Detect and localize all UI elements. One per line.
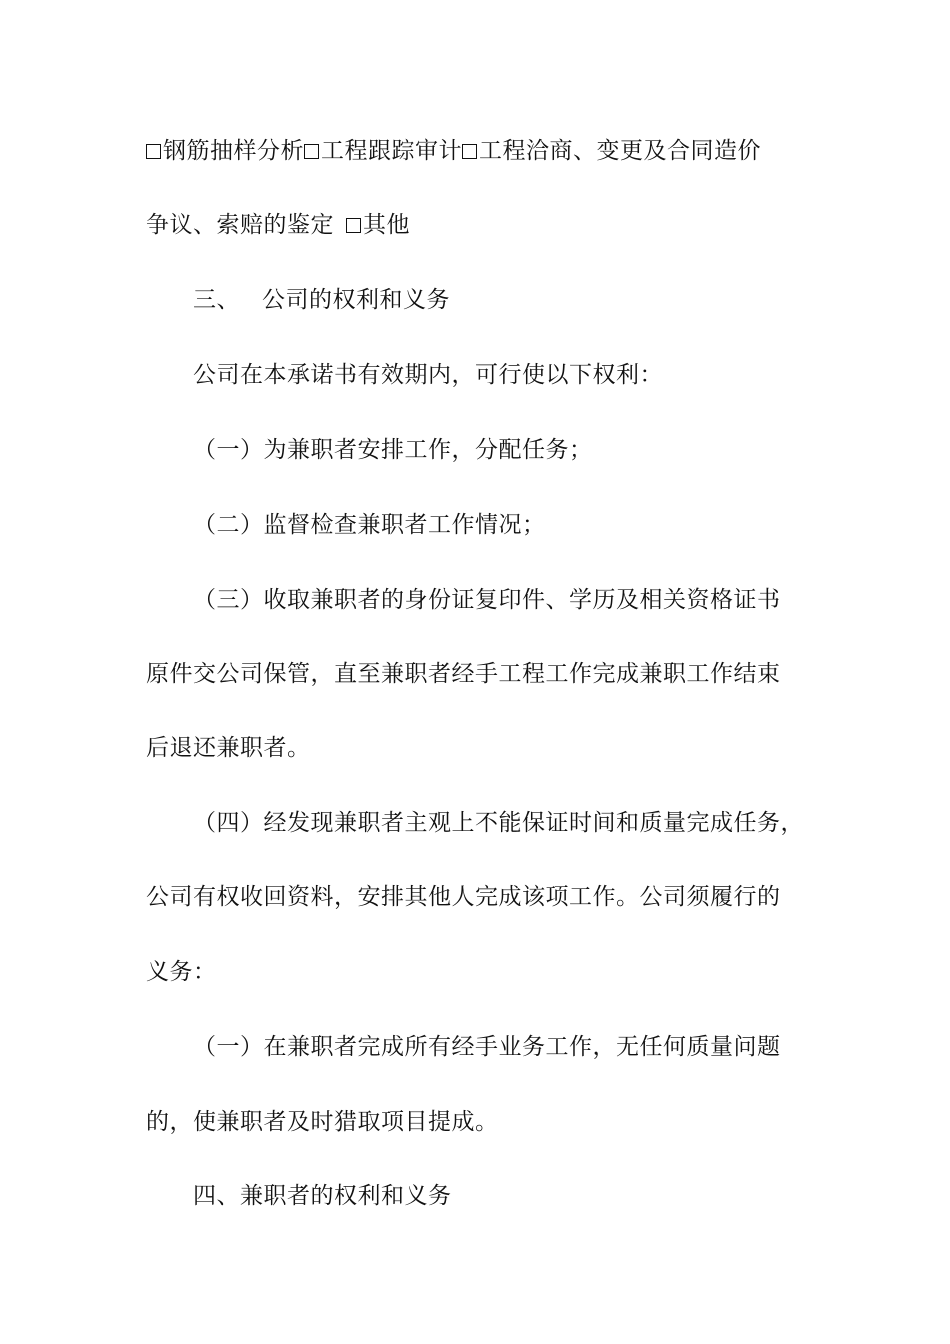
rights-intro-paragraph: 公司在本承诺书有效期内，可行使以下权利： bbox=[193, 362, 663, 388]
option-change-negotiation: 工程洽商、变更及合同造价 bbox=[479, 138, 761, 164]
right-item-3-line-1: （三）收取兼职者的身份证复印件、学历及相关资格证书 bbox=[193, 587, 781, 613]
checkbox-rebar-sampling[interactable] bbox=[146, 144, 161, 159]
section-3-number: 三、 bbox=[193, 287, 240, 313]
right-item-4-line-3: 义务： bbox=[146, 959, 217, 985]
service-options-line-1 bbox=[146, 131, 761, 171]
section-3-title: 公司的权利和义务 bbox=[262, 287, 450, 313]
checkbox-change-negotiation[interactable] bbox=[462, 144, 477, 159]
section-4-heading: 四、兼职者的权利和义务 bbox=[193, 1183, 452, 1209]
right-item-4-line-2: 公司有权收回资料，安排其他人完成该项工作。公司须履行的 bbox=[146, 884, 781, 910]
right-item-3-line-3: 后退还兼职者。 bbox=[146, 735, 311, 761]
option-project-tracking-audit: 工程跟踪审计 bbox=[321, 138, 462, 164]
checkbox-other[interactable] bbox=[346, 218, 361, 233]
right-item-4-line-1: （四）经发现兼职者主观上不能保证时间和质量完成任务， bbox=[193, 810, 804, 836]
service-options-line-2 bbox=[146, 205, 410, 245]
section-3-heading bbox=[193, 280, 450, 320]
right-item-1: （一）为兼职者安排工作，分配任务； bbox=[193, 437, 593, 463]
duty-item-1-line-2: 的，使兼职者及时猎取项目提成。 bbox=[146, 1109, 499, 1135]
right-item-2: （二）监督检查兼职者工作情况； bbox=[193, 512, 546, 538]
option-other: 其他 bbox=[363, 212, 410, 238]
duty-item-1-line-1: （一）在兼职者完成所有经手业务工作，无任何质量问题 bbox=[193, 1034, 781, 1060]
option-rebar-sampling: 钢筋抽样分析 bbox=[163, 138, 304, 164]
right-item-3-line-2: 原件交公司保管，直至兼职者经手工程工作完成兼职工作结束 bbox=[146, 661, 781, 687]
option-dispute-appraisal: 争议、索赔的鉴定 bbox=[146, 212, 334, 238]
checkbox-project-tracking-audit[interactable] bbox=[304, 144, 319, 159]
